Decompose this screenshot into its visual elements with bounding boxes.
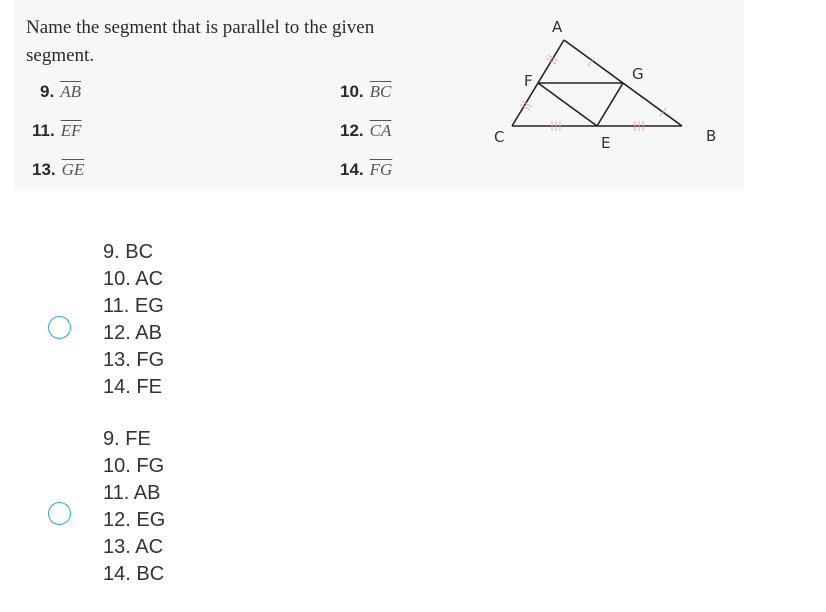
option-line: 11. EG <box>103 295 164 317</box>
label-a: A <box>552 18 563 36</box>
option-line: 10. AC <box>103 268 164 290</box>
option-line: 13. FG <box>103 349 165 371</box>
question-10 <box>340 82 391 102</box>
question-number: 10. <box>340 82 364 101</box>
option-line: 13. AC <box>103 536 164 558</box>
option-text <box>103 426 165 588</box>
question-9 <box>40 82 81 102</box>
option-line: 11. AB <box>103 482 161 504</box>
radio-button[interactable] <box>48 316 71 339</box>
question-segment: $\overline{CA}$ <box>369 121 392 140</box>
label-g: G <box>632 65 644 83</box>
option-line: 12. EG <box>103 509 166 531</box>
radio-button[interactable] <box>48 502 71 525</box>
option-line: 14. BC <box>103 563 165 585</box>
label-c: C <box>494 128 505 146</box>
question-number: 12. <box>340 121 364 140</box>
question-number: 14. <box>340 160 364 179</box>
option-line: 14. FE <box>103 376 162 398</box>
segment-fe <box>538 83 597 126</box>
option-line: 10. FG <box>103 455 165 477</box>
question-segment: $\overline{GE}$ <box>61 160 85 179</box>
option-text <box>103 239 164 401</box>
question-segment: $\overline{BC}$ <box>369 82 392 101</box>
question-13 <box>32 160 84 180</box>
question-14 <box>340 160 392 180</box>
problem-image <box>14 0 744 190</box>
question-segment: $\overline{FG}$ <box>369 160 393 179</box>
option-line: 9. FE <box>103 428 151 450</box>
question-11 <box>32 121 81 141</box>
option-line: 9. BC <box>103 241 154 263</box>
triangle-figure <box>484 8 724 158</box>
tick-marks <box>520 55 666 131</box>
segment-eg <box>597 83 623 126</box>
question-segment: $\overline{AB}$ <box>60 82 81 101</box>
question-number: 13. <box>32 160 56 179</box>
instruction-text: Name the segment that is parallel to the given segment. <box>26 17 375 66</box>
label-f: F <box>524 72 533 90</box>
question-number: 9. <box>40 82 55 101</box>
question-12 <box>340 121 391 141</box>
label-b: B <box>706 127 717 145</box>
label-e: E <box>601 134 611 152</box>
option-line: 12. AB <box>103 322 162 344</box>
question-segment: $\overline{EF}$ <box>60 121 82 140</box>
question-number: 11. <box>32 121 55 140</box>
